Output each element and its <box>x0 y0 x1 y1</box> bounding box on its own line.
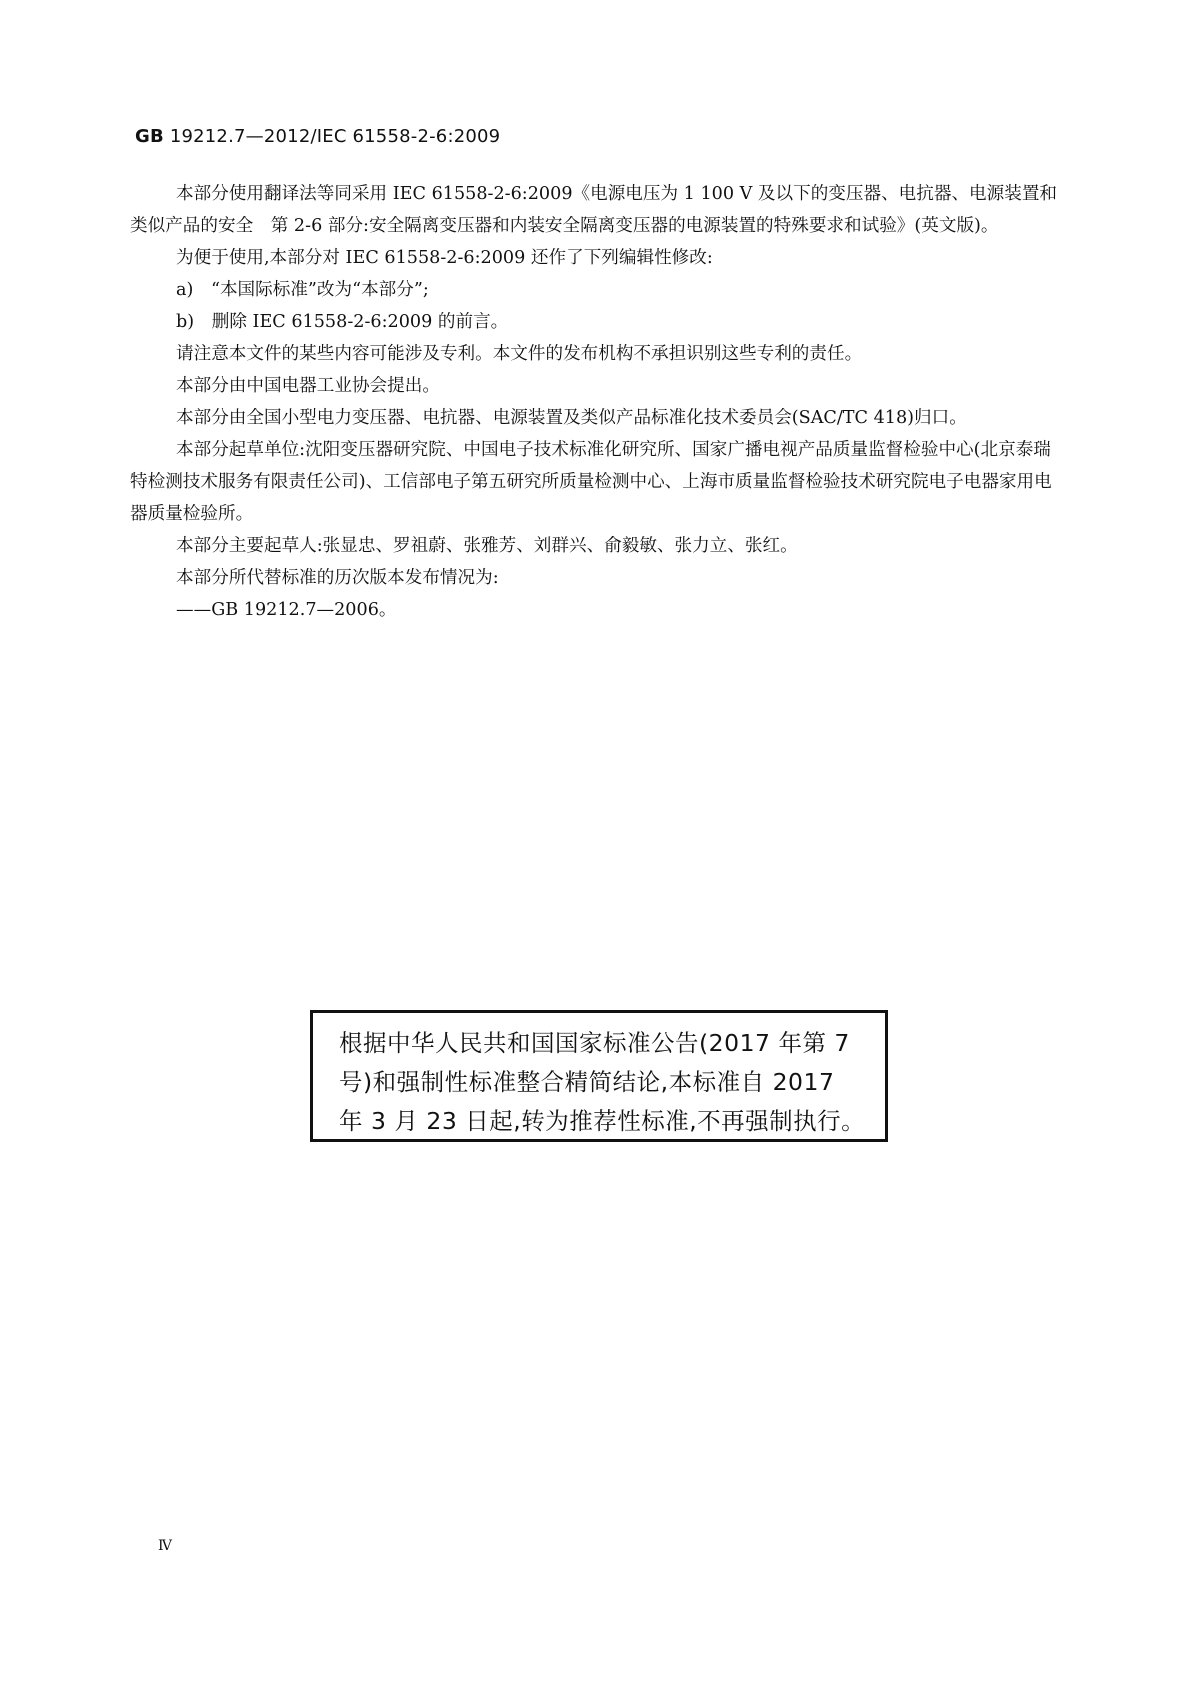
paragraph-history-intro: 本部分所代替标准的历次版本发布情况为: <box>176 568 499 588</box>
paragraph-committee: 本部分由全国小型电力变压器、电抗器、电源装置及类似产品标准化技术委员会(SAC/TC 418)归口。 <box>176 408 967 428</box>
paragraph-adoption: 本部分使用翻译法等同采用 IEC 61558-2-6:2009《电源电压为 1 100 V 及以下的变压器、电抗器、电源装置和类似产品的安全 第 2-6 部分:安全隔离变压器和内装安全隔离变压器的电源装置的特殊要求和试验》(英文版)。 <box>130 184 1058 236</box>
list-item-a: a) “本国际标准”改为“本部分”; <box>176 280 429 300</box>
standard-header <box>135 126 500 147</box>
paragraph-drafting-units: 本部分起草单位:沈阳变压器研究院、中国电子技术标准化研究所、国家广播电视产品质量监督检验中心(北京泰瑞特检测技术服务有限责任公司)、工信部电子第五研究所质量检测中心、上海市质量监督检验技术研究院电子电器家用电器质量检验所。 <box>130 440 1052 524</box>
paragraph-patent-notice: 请注意本文件的某些内容可能涉及专利。本文件的发布机构不承担识别这些专利的责任。 <box>176 344 863 364</box>
foreword-body <box>130 178 1065 626</box>
notice-line: 年 3 月 23 日起,转为推荐性标准,不再强制执行。 <box>339 1107 866 1135</box>
paragraph-proposer: 本部分由中国电器工业协会提出。 <box>176 376 440 396</box>
notice-line: 根据中华人民共和国国家标准公告(2017 年第 7 <box>339 1029 850 1057</box>
paragraph-history-item: ——GB 19212.7—2006。 <box>176 600 397 620</box>
paragraph-drafters: 本部分主要起草人:张显忠、罗祖蔚、张雅芳、刘群兴、俞毅敏、张力立、张红。 <box>176 536 798 556</box>
list-item-b: b) 删除 IEC 61558-2-6:2009 的前言。 <box>176 312 509 332</box>
notice-line: 号)和强制性标准整合精简结论,本标准自 2017 <box>339 1068 835 1096</box>
standard-prefix: GB <box>135 126 164 147</box>
paragraph-edits-intro: 为便于使用,本部分对 IEC 61558-2-6:2009 还作了下列编辑性修改: <box>176 248 713 268</box>
page-number: Ⅳ <box>158 1538 172 1554</box>
notice-box <box>310 1010 888 1142</box>
standard-number: 19212.7—2012/IEC 61558-2-6:2009 <box>169 126 501 147</box>
